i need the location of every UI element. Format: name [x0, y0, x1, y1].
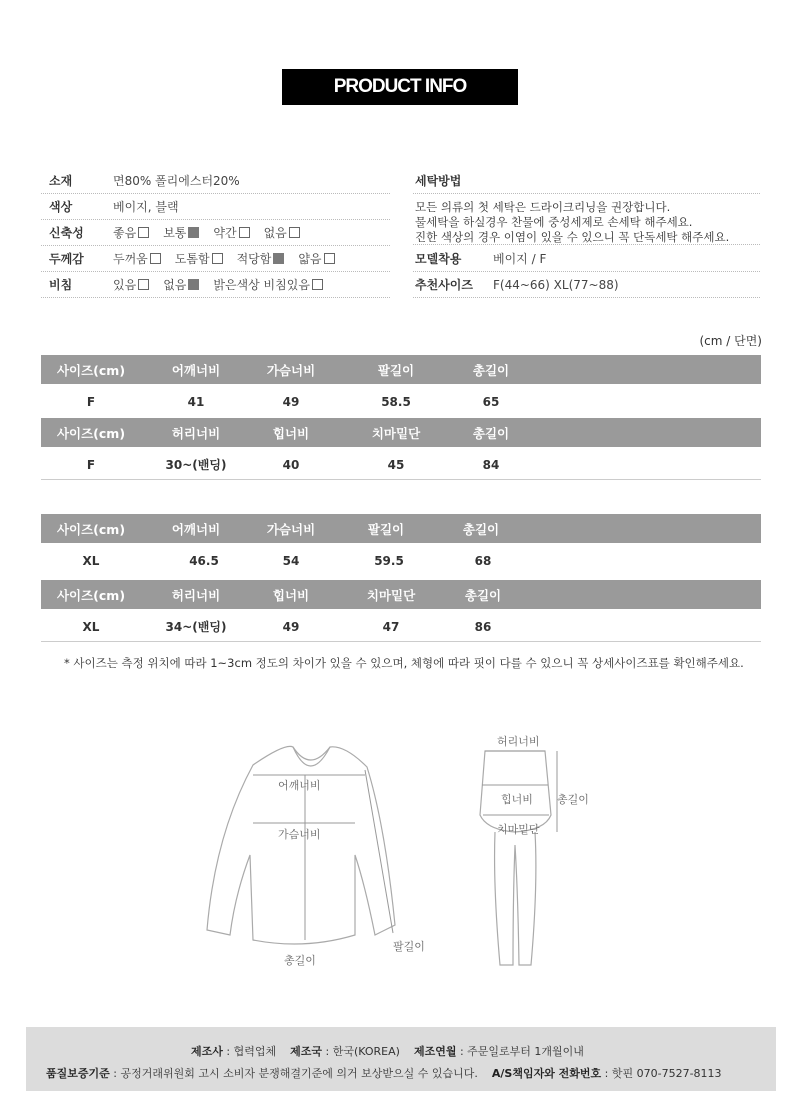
cell-sleeve: 59.5 [374, 553, 404, 568]
warranty-label: 품질보증기준 [46, 1067, 110, 1080]
header-length: 총길이 [464, 587, 502, 603]
diagram-waist-label: 허리너비 [497, 735, 540, 748]
empty-box-icon [212, 253, 223, 264]
recommend-row [413, 272, 760, 298]
header-size: 사이즈(cm) [56, 521, 126, 537]
empty-box-icon [138, 227, 149, 238]
empty-box-icon [239, 227, 250, 238]
header-hem: 치마밑단 [371, 425, 421, 441]
diagram-shoulder-label: 어깨너비 [278, 779, 321, 792]
cell-sleeve: 58.5 [381, 394, 411, 409]
material-row [41, 168, 390, 194]
cell-waist: 34~(밴딩) [165, 620, 227, 634]
color-label: 색상 [49, 200, 73, 214]
cell-length: 65 [482, 394, 500, 409]
header-shoulder: 어깨너비 [171, 521, 221, 537]
sheer-option-label: 있음 [113, 278, 137, 292]
model-value: 베이지 / F [493, 252, 547, 266]
unit-label: (cm / 단면) [699, 334, 762, 348]
sheer-options [113, 276, 337, 293]
wash-title: 세탁방법 [415, 174, 462, 188]
table-divider [41, 641, 761, 642]
cell-shoulder: 46.5 [189, 553, 219, 568]
header-length: 총길이 [462, 521, 500, 537]
top-measure-lines [253, 770, 393, 940]
header-hip: 힙너비 [272, 587, 310, 603]
table-f-header-top [41, 355, 761, 384]
stretch-label: 신축성 [49, 226, 84, 240]
header-hem: 치마밑단 [366, 587, 416, 603]
stretch-option-label: 좋음 [113, 226, 137, 240]
stretch-option-label: 없음 [263, 226, 287, 240]
country-value: : 한국(KOREA) [325, 1045, 400, 1058]
warranty-value: : 공정거래위원회 고시 소비자 분쟁해결기준에 의거 보상받으실 수 있습니다. [113, 1067, 478, 1080]
cell-size: XL [82, 553, 100, 568]
maker-label: 제조사 [191, 1045, 223, 1058]
cell-shoulder: 41 [187, 394, 205, 409]
diagram-sleeve-label: 팔길이 [393, 940, 425, 953]
cell-size: XL [82, 619, 100, 634]
wash-title-row [413, 168, 760, 194]
thickness-options [113, 250, 349, 267]
cell-length: 84 [482, 457, 500, 472]
country-label: 제조국 [290, 1045, 322, 1058]
recommend-value: F(44~66) XL(77~88) [493, 277, 619, 292]
product-info-banner: PRODUCT INFO [282, 69, 518, 105]
sheer-option [163, 276, 199, 293]
cell-hem: 45 [387, 457, 405, 472]
table-row [41, 612, 761, 641]
wash-line-2: 물세탁을 하실경우 찬물에 중성세제로 손세탁 해주세요. [415, 215, 693, 229]
maker-value: : 협력업체 [226, 1045, 277, 1058]
cell-length: 68 [474, 553, 492, 568]
checked-box-icon [273, 253, 284, 264]
cell-length: 86 [474, 619, 492, 634]
material-label: 소재 [49, 174, 73, 188]
stretch-options [113, 224, 314, 241]
stretch-row [41, 220, 390, 246]
thickness-option [175, 250, 223, 267]
size-note: * 사이즈는 측정 위치에 따라 1~3cm 정도의 차이가 있을 수 있으며, 체형에 따라 핏이 다를 수 있으니 꼭 상세사이즈표를 확인해주세요. [64, 656, 744, 670]
header-waist: 허리너비 [171, 587, 221, 603]
sheer-option [213, 276, 323, 293]
empty-box-icon [138, 279, 149, 290]
cell-size: F [86, 394, 96, 409]
checked-box-icon [188, 227, 199, 238]
header-shoulder: 어깨너비 [171, 362, 221, 378]
diagram-length-label: 총길이 [284, 954, 316, 967]
table-f-header-bottom [41, 418, 761, 447]
material-value: 면80% 폴리에스터20% [113, 174, 240, 188]
table-divider [41, 479, 761, 480]
thickness-option [237, 250, 285, 267]
cell-hip: 49 [282, 619, 300, 634]
diagram-hem-label: 치마밑단 [497, 823, 540, 836]
thickness-label: 두께감 [49, 252, 84, 266]
sheer-row [41, 272, 390, 298]
header-sleeve: 팔길이 [377, 362, 415, 378]
table-row [41, 546, 761, 575]
bottom-outline-icon [480, 751, 551, 965]
header-length: 총길이 [472, 362, 510, 378]
stretch-option [213, 224, 249, 241]
recommend-label: 추천사이즈 [415, 278, 473, 292]
empty-box-icon [312, 279, 323, 290]
empty-box-icon [289, 227, 300, 238]
stretch-option-label: 약간 [213, 226, 237, 240]
header-length: 총길이 [472, 425, 510, 441]
header-size: 사이즈(cm) [56, 587, 126, 603]
cell-chest: 49 [282, 394, 300, 409]
table-xl-header-top [41, 514, 761, 543]
footer-line-2 [46, 1065, 722, 1081]
diagram-hip-label: 힙너비 [501, 793, 533, 806]
diagram-bottom-length-label: 총길이 [557, 793, 589, 806]
color-row [41, 194, 390, 220]
header-chest: 가슴너비 [266, 362, 316, 378]
cell-hem: 47 [382, 619, 400, 634]
thickness-option-label: 도톰함 [174, 252, 210, 266]
stretch-option [163, 224, 199, 241]
diagram-chest-label: 가슴너비 [278, 828, 321, 841]
cell-size: F [86, 457, 96, 472]
thickness-option-label: 두꺼움 [113, 252, 148, 266]
thickness-option-label: 얇음 [298, 252, 322, 266]
date-label: 제조연월 [413, 1045, 457, 1058]
model-row [413, 246, 760, 272]
thickness-option [298, 250, 334, 267]
stretch-option [113, 224, 149, 241]
sheer-option-label: 없음 [163, 278, 187, 292]
stretch-option [264, 224, 300, 241]
empty-box-icon [324, 253, 335, 264]
model-label: 모델착용 [415, 252, 462, 266]
wash-divider [413, 244, 760, 245]
stretch-option-label: 보통 [163, 226, 187, 240]
thickness-option [113, 250, 161, 267]
thickness-option-label: 적당함 [236, 252, 272, 266]
table-row [41, 387, 761, 416]
wash-line-3: 진한 색상의 경우 이염이 있을 수 있으니 꼭 단독세탁 해주세요. [415, 230, 730, 244]
sheer-option [113, 276, 149, 293]
as-label: A/S책임자와 전화번호 [491, 1067, 602, 1080]
sheer-option-label: 밝은색상 비침있음 [213, 278, 310, 292]
cell-waist: 30~(밴딩) [165, 458, 227, 472]
header-hip: 힙너비 [272, 425, 310, 441]
color-value: 베이지, 블랙 [113, 200, 179, 214]
as-value: : 핫핀 070-7527-8113 [604, 1067, 722, 1080]
header-waist: 허리너비 [171, 425, 221, 441]
footer-line-1 [191, 1043, 584, 1059]
date-value: : 주문일로부터 1개월이내 [459, 1045, 584, 1058]
header-sleeve: 팔길이 [367, 521, 405, 537]
sheer-label: 비침 [49, 278, 73, 292]
header-chest: 가슴너비 [266, 521, 316, 537]
thickness-row [41, 246, 390, 272]
header-size: 사이즈(cm) [56, 425, 126, 441]
header-size: 사이즈(cm) [56, 362, 126, 378]
empty-box-icon [150, 253, 161, 264]
cell-hip: 40 [282, 457, 300, 472]
wash-line-1: 모든 의류의 첫 세탁은 드라이크리닝을 권장합니다. [415, 200, 671, 214]
footer [26, 1027, 776, 1091]
checked-box-icon [188, 279, 199, 290]
table-row [41, 450, 761, 479]
table-xl-header-bottom [41, 580, 761, 609]
cell-chest: 54 [282, 553, 300, 568]
